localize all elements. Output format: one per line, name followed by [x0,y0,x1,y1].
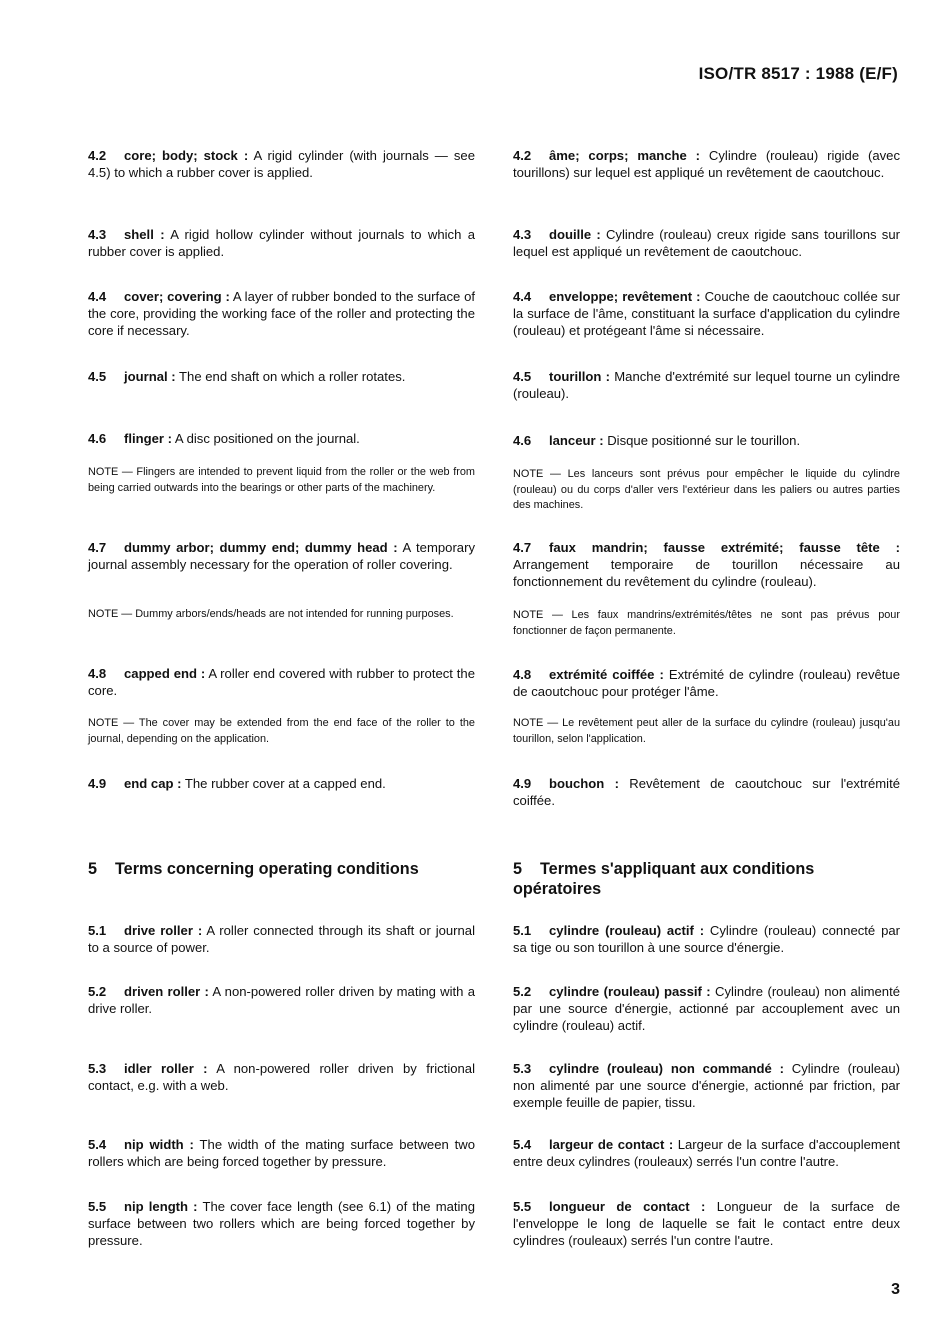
term-name: longueur de contact : [549,1199,706,1214]
term-definition: The width of the mating surface between two rollers which are being forced together by pressure. [88,1137,475,1169]
term-definition: Longueur de la surface de l'enveloppe le long de laquelle se fait le contact entre deux cylindres (rouleaux) serrés l'un contre l'autre. [513,1199,900,1248]
section-heading-5-fr [513,859,853,899]
term-entry-4-7-en [88,539,475,573]
term-name: flinger : [124,431,173,446]
term-definition: A roller end covered with rubber to protect the core. [88,666,475,698]
term-name: enveloppe; revêtement : [549,289,701,304]
clause-number: 5.3 [88,1061,107,1076]
clause-number: 5.5 [513,1199,532,1214]
clause-number: 5.2 [513,984,532,999]
note-4-8-en: NOTE — The cover may be extended from the end face of the roller to the journal, depending on the application. [88,717,475,745]
term-definition: The end shaft on which a roller rotates. [175,369,406,384]
clause-number: 4.7 [513,540,532,555]
clause-number: 4.3 [88,227,107,242]
term-name: nip width : [124,1137,194,1152]
clause-number: 5.4 [513,1137,532,1152]
term-definition: The rubber cover at a capped end. [181,776,386,791]
term-definition: A non-powered roller driven by frictional contact, e.g. with a web. [88,1061,475,1093]
note-4-7-en: NOTE — Dummy arbors/ends/heads are not intended for running purposes. [88,608,454,620]
term-definition: Largeur de la surface d'accouplement entre deux cylindres (rouleaux) serrés l'un contre l'autre. [513,1137,900,1169]
term-entry-5-4-en [88,1136,475,1170]
term-entry-5-1-en [88,922,475,956]
clause-number: 4.5 [88,369,107,384]
term-entry-4-4-en [88,288,475,339]
term-entry-4-5-fr [513,368,900,402]
term-definition: Manche d'extrémité sur lequel tourne un cylindre (rouleau). [513,369,900,401]
term-definition: Cylindre (rouleau) rigide (avec tourillons) sur lequel est appliqué un revêtement de caoutchouc. [513,148,900,180]
term-name: cylindre (rouleau) actif : [549,923,705,938]
term-name: shell : [124,227,165,242]
term-name: bouchon : [549,776,619,791]
clause-number: 5.1 [88,923,107,938]
term-definition: Revêtement de caoutchouc sur l'extrémité coiffée. [513,776,900,808]
term-entry-5-1-fr [513,922,900,956]
term-name: end cap : [124,776,182,791]
section-title: Termes s'appliquant aux conditions opératoires [513,860,815,898]
term-name: nip length : [124,1199,198,1214]
clause-number: 4.4 [513,289,532,304]
term-entry-4-3-en [88,226,475,260]
term-definition: A disc positioned on the journal. [172,431,360,446]
term-definition: Extrémité de cylindre (rouleau) revêtue de caoutchouc pour protéger l'âme. [513,667,900,699]
note-4-8-fr: NOTE — Le revêtement peut aller de la surface du cylindre (rouleau) jusqu'au tourillon, selon l'application. [513,717,900,745]
note-4-6-en: NOTE — Flingers are intended to prevent liquid from the roller or the web from being carried outwards into the bearings or other parts of the machinery. [88,466,475,494]
term-entry-4-2-en [88,147,475,181]
page-number: 3 [891,1281,900,1298]
term-definition: A roller connected through its shaft or journal to a source of power. [88,923,475,955]
term-entry-4-8-en [88,665,475,699]
term-entry-5-3-en [88,1060,475,1094]
term-entry-4-7-fr [513,539,900,590]
clause-number: 4.8 [88,666,107,681]
term-entry-4-9-en [88,775,475,792]
term-entry-5-3-fr [513,1060,900,1111]
term-name: drive roller : [124,923,203,938]
term-definition: Cylindre (rouleau) connecté par sa tige ou son tourillon à une source d'énergie. [513,923,900,955]
term-name: largeur de contact : [549,1137,674,1152]
clause-number: 4.6 [513,433,532,448]
term-name: douille : [549,227,601,242]
clause-number: 5.3 [513,1061,532,1076]
term-name: extrémité coiffée : [549,667,664,682]
section-title: Terms concerning operating conditions [115,860,419,878]
term-definition: Couche de caoutchouc collée sur la surface de l'âme, constituant la surface d'application du cylindre (rouleau) et protégeant l'âme si nécessaire. [513,289,900,338]
term-entry-5-5-en [88,1198,475,1249]
note-4-7-fr: NOTE — Les faux mandrins/extrémités/têtes ne sont pas prévus pour fonctionner de façon permanente. [513,609,900,637]
term-definition: A non-powered roller driven by mating with a drive roller. [88,984,475,1016]
term-entry-5-2-fr [513,983,900,1034]
term-entry-4-9-fr [513,775,900,809]
clause-number: 4.9 [513,776,532,791]
term-definition: Arrangement temporaire de tourillon nécessaire au fonctionnement du revêtement du cylindre (rouleau). [513,557,900,589]
term-entry-5-5-fr [513,1198,900,1249]
term-definition: The cover face length (see 6.1) of the mating surface between two rollers which are being forced together by pressure. [88,1199,475,1248]
term-name: lanceur : [549,433,604,448]
clause-number: 4.2 [88,148,107,163]
clause-number: 4.8 [513,667,532,682]
term-name: cover; covering : [124,289,230,304]
term-entry-4-2-fr [513,147,900,181]
term-entry-5-4-fr [513,1136,900,1170]
term-name: idler roller : [124,1061,208,1076]
clause-number: 5.5 [88,1199,107,1214]
clause-number: 4.6 [88,431,107,446]
term-definition: Cylindre (rouleau) creux rigide sans tourillons sur lequel est appliqué un revêtement de caoutchouc. [513,227,900,259]
section-number: 5 [513,860,523,878]
term-name: cylindre (rouleau) non commandé : [549,1061,784,1076]
term-entry-4-8-fr [513,666,900,700]
clause-number: 4.4 [88,289,107,304]
term-entry-5-2-en [88,983,475,1017]
term-entry-4-5-en [88,368,475,385]
term-name: journal : [124,369,176,384]
term-definition: Cylindre (rouleau) non alimenté par une source d'énergie, actionné par friction, par exemple feuille de papier, tissu. [513,1061,900,1110]
term-definition: Cylindre (rouleau) non alimenté par une source d'énergie, actionné par accouplement avec un cylindre (rouleau) actif. [513,984,901,1033]
term-name: faux mandrin; fausse extrémité; fausse tête : [549,540,900,555]
clause-number: 4.2 [513,148,532,163]
term-name: core; body; stock : [124,148,249,163]
term-name: âme; corps; manche : [549,148,701,163]
section-heading-5-en [88,859,488,879]
note-4-6-fr: NOTE — Les lanceurs sont prévus pour empêcher le liquide du cylindre (rouleau) ou du corps d'aller vers l'extérieur dans les paliers ou autres parties des machines. [513,468,900,511]
term-name: tourillon : [549,369,610,384]
term-name: driven roller : [124,984,209,999]
term-definition: A temporary journal assembly necessary for the operation of roller covering. [88,540,475,572]
term-definition: A rigid cylinder (with journals — see 4.5) to which a rubber cover is applied. [88,148,475,180]
term-name: capped end : [124,666,206,681]
term-entry-4-4-fr [513,288,900,339]
clause-number: 5.4 [88,1137,107,1152]
clause-number: 4.5 [513,369,532,384]
term-entry-4-6-en [88,430,475,447]
term-name: cylindre (rouleau) passif : [549,984,711,999]
clause-number: 4.9 [88,776,107,791]
term-name: dummy arbor; dummy end; dummy head : [124,540,398,555]
clause-number: 4.3 [513,227,532,242]
section-number: 5 [88,860,98,878]
term-definition: Disque positionné sur le tourillon. [603,433,801,448]
clause-number: 5.1 [513,923,532,938]
term-entry-4-6-fr [513,432,900,449]
document-header: ISO/TR 8517 : 1988 (E/F) [698,64,898,83]
term-definition: A rigid hollow cylinder without journals to which a rubber cover is applied. [88,227,476,259]
clause-number: 4.7 [88,540,107,555]
clause-number: 5.2 [88,984,107,999]
term-definition: A layer of rubber bonded to the surface of the core, providing the working face of the roller and protecting the core if necessary. [88,289,475,338]
term-entry-4-3-fr [513,226,900,260]
